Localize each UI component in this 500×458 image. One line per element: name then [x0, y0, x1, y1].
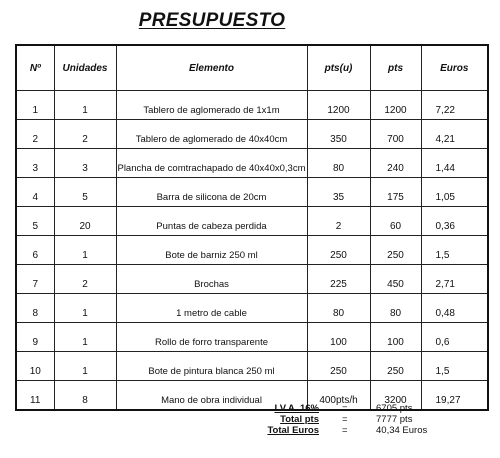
table-row — [16, 149, 488, 178]
cell-n: 10 — [16, 352, 54, 381]
cell-pts: 450 — [370, 265, 421, 294]
cell-elemento: Mano de obra individual — [116, 381, 307, 411]
totals-equals: = — [342, 425, 348, 436]
cell-pts: 250 — [370, 352, 421, 381]
cell-euros: 4,21 — [421, 120, 488, 149]
header-pts: pts — [370, 45, 421, 91]
table-row — [16, 236, 488, 265]
cell-euros: 1,44 — [421, 149, 488, 178]
cell-pts: 3200 — [370, 381, 421, 411]
totals-block — [250, 403, 450, 436]
cell-pts-u: 400pts/h — [307, 381, 370, 411]
cell-pts-u: 100 — [307, 323, 370, 352]
cell-pts-u: 1200 — [307, 91, 370, 120]
cell-elemento: Tablero de aglomerado de 40x40cm — [116, 120, 307, 149]
totals-value: 40,34 Euros — [376, 425, 428, 436]
cell-n: 2 — [16, 120, 54, 149]
cell-elemento: Puntas de cabeza perdida — [116, 207, 307, 236]
totals-value: 7777 pts — [376, 414, 413, 425]
cell-pts-u: 2 — [307, 207, 370, 236]
header-elemento: Elemento — [116, 45, 307, 91]
cell-elemento: Bote de pintura blanca 250 ml — [116, 352, 307, 381]
cell-euros: 0,6 — [421, 323, 488, 352]
cell-pts-u: 250 — [307, 236, 370, 265]
cell-elemento: Rollo de forro transparente — [116, 323, 307, 352]
cell-pts-u: 350 — [307, 120, 370, 149]
totals-equals: = — [342, 414, 348, 425]
cell-unidades: 5 — [54, 178, 116, 207]
cell-unidades: 1 — [54, 91, 116, 120]
table-header-row — [16, 45, 488, 91]
cell-euros: 1,05 — [421, 178, 488, 207]
cell-euros: 1,5 — [421, 236, 488, 265]
cell-pts-u: 225 — [307, 265, 370, 294]
cell-pts-u: 35 — [307, 178, 370, 207]
cell-n: 7 — [16, 265, 54, 294]
totals-row — [250, 403, 450, 414]
cell-euros: 7,22 — [421, 91, 488, 120]
header-pts-u: pts(u) — [307, 45, 370, 91]
header-n: Nº — [16, 45, 54, 91]
cell-euros: 0,36 — [421, 207, 488, 236]
cell-euros: 19,27 — [421, 381, 488, 411]
cell-elemento: Plancha de comtrachapado de 40x40x0,3cm — [116, 149, 307, 178]
cell-unidades: 8 — [54, 381, 116, 411]
cell-elemento: Barra de silicona de 20cm — [116, 178, 307, 207]
page-title: PRESUPUESTO — [138, 10, 286, 31]
cell-pts: 60 — [370, 207, 421, 236]
totals-value: 6705 pts — [376, 403, 413, 414]
cell-n: 11 — [16, 381, 54, 411]
table-row — [16, 294, 488, 323]
table-row — [16, 120, 488, 149]
cell-unidades: 1 — [54, 352, 116, 381]
table-row — [16, 91, 488, 120]
cell-n: 6 — [16, 236, 54, 265]
table-row — [16, 207, 488, 236]
cell-n: 3 — [16, 149, 54, 178]
cell-pts: 240 — [370, 149, 421, 178]
cell-unidades: 1 — [54, 323, 116, 352]
table-row — [16, 265, 488, 294]
table-row — [16, 323, 488, 352]
cell-pts: 1200 — [370, 91, 421, 120]
cell-unidades: 2 — [54, 265, 116, 294]
cell-pts-u: 250 — [307, 352, 370, 381]
cell-elemento: Brochas — [116, 265, 307, 294]
totals-label: I.V.A. 16% — [274, 403, 319, 414]
budget-table — [15, 44, 489, 411]
totals-equals: = — [342, 403, 348, 414]
cell-elemento: Bote de barniz 250 ml — [116, 236, 307, 265]
cell-pts: 80 — [370, 294, 421, 323]
cell-unidades: 1 — [54, 236, 116, 265]
cell-elemento: Tablero de aglomerado de 1x1m — [116, 91, 307, 120]
cell-n: 8 — [16, 294, 54, 323]
cell-pts: 700 — [370, 120, 421, 149]
cell-euros: 0,48 — [421, 294, 488, 323]
cell-pts: 100 — [370, 323, 421, 352]
cell-elemento: 1 metro de cable — [116, 294, 307, 323]
cell-pts: 175 — [370, 178, 421, 207]
cell-unidades: 3 — [54, 149, 116, 178]
cell-n: 5 — [16, 207, 54, 236]
header-euros: Euros — [421, 45, 488, 91]
table-row — [16, 352, 488, 381]
table-row — [16, 178, 488, 207]
cell-unidades: 1 — [54, 294, 116, 323]
totals-label: Total pts — [280, 414, 319, 425]
totals-label: Total Euros — [267, 425, 319, 436]
cell-n: 4 — [16, 178, 54, 207]
header-unidades: Unidades — [54, 45, 116, 91]
totals-row — [250, 425, 450, 436]
cell-unidades: 20 — [54, 207, 116, 236]
cell-pts-u: 80 — [307, 149, 370, 178]
cell-unidades: 2 — [54, 120, 116, 149]
cell-n: 1 — [16, 91, 54, 120]
cell-euros: 1,5 — [421, 352, 488, 381]
cell-n: 9 — [16, 323, 54, 352]
cell-pts: 250 — [370, 236, 421, 265]
cell-pts-u: 80 — [307, 294, 370, 323]
totals-row — [250, 414, 450, 425]
cell-euros: 2,71 — [421, 265, 488, 294]
